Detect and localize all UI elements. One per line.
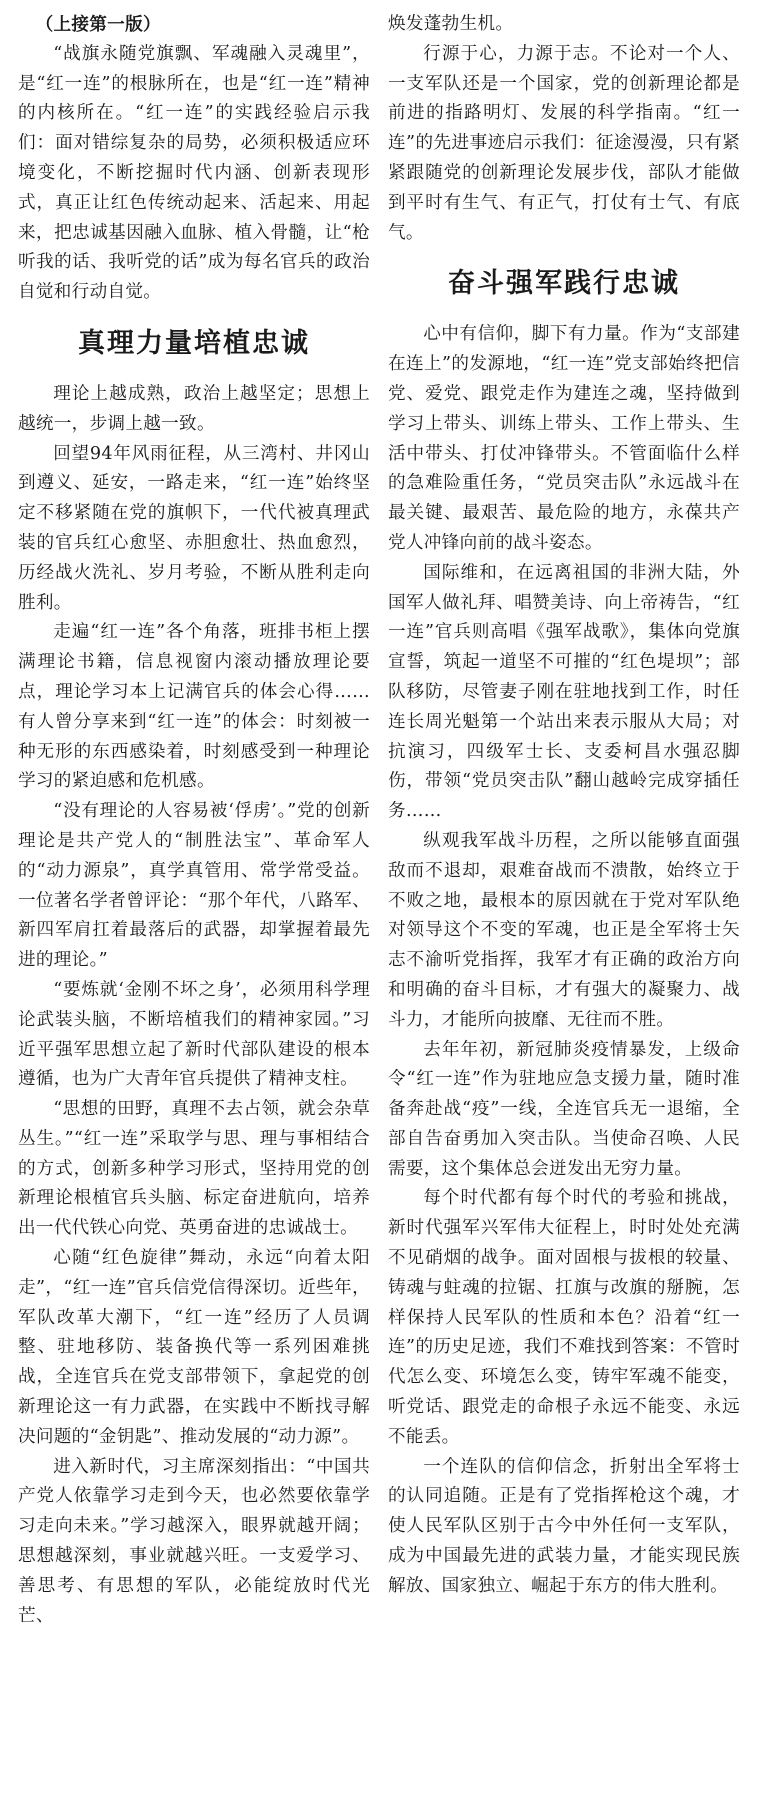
continued-note: （上接第一版） bbox=[35, 14, 161, 35]
carryover-text: 焕发蓬勃生机。 bbox=[388, 14, 514, 34]
body-paragraph: 心随“红色旋律”舞动，永远“向着太阳走”，“红一连”官兵信党信得深切。近些年，军队改革大潮下，“红一连”经历了人员调整、驻地移防、装备换代等一系列困难挑战，全连官兵在党支部带领下，拿起党的创新理论这一有力武器，在实践中不断找寻解决问题的“金钥匙”、推动发展的“动力源”。 bbox=[18, 1248, 370, 1447]
body-paragraph: “思想的田野，真理不去占领，就会杂草丛生。”“红一连”采取学与思、理与事相结合的方式，创新多种学习形式，坚持用党的创新理论根植官兵头脑、标定奋进航向，培养出一代代铁心向党、英勇奋进的忠诚战士。 bbox=[18, 1099, 370, 1239]
body-paragraph: 行源于心，力源于志。不论对一个人、一支军队还是一个国家，党的创新理论都是前进的指路明灯、发展的科学指南。“红一连”的先进事迹启示我们：征途漫漫，只有紧紧跟随党的创新理论发展步伐，部队才能做到平时有生气、有正气，打仗有士气、有底气。 bbox=[388, 43, 740, 243]
body-paragraph: 每个时代都有每个时代的考验和挑战，新时代强军兴军伟大征程上，时时处处充满不见硝烟的战争。面对固根与拔根的较量、铸魂与蛀魂的拉锯、扛旗与改旗的掰腕，怎样保持人民军队的性质和本色？沿着“红一连”的历史足迹，我们不难找到答案：不管时代怎么变、环境怎么变，铸牢军魂不能变，听党话、跟党走的命根子永远不能变、永远不能丢。 bbox=[388, 1188, 740, 1447]
body-paragraph: 走遍“红一连”各个角落，班排书柜上摆满理论书籍，信息视窗内滚动播放理论要点，理论学习本上记满官兵的体会心得……有人曾分享来到“红一连”的体会：时刻被一种无形的东西感染着，时刻感受到一种理论学习的紧迫感和危机感。 bbox=[18, 622, 370, 792]
body-paragraph: 国际维和，在远离祖国的非洲大陆，外国军人做礼拜、唱赞美诗、向上帝祷告，“红一连”官兵则高唱《强军战歌》，集体向党旗宣誓，筑起一道坚不可摧的“红色堤坝”；部队移防，尽管妻子刚在驻地找到工作，时任连长周光魁第一个站出来表示服从大局；对抗演习，四级军士长、支委柯昌水强忍脚伤，带领“党员突击队”翻山越岭完成穿插任务…… bbox=[388, 562, 740, 822]
section-heading-struggle: 奋斗强军践行忠诚 bbox=[448, 268, 680, 300]
body-paragraph: 纵观我军战斗历程，之所以能够直面强敌而不退却，艰难奋战而不溃散，始终立于不败之地，最根本的原因就在于党对军队绝对领导这个不变的军魂，也正是全军将士矢志不渝听党指挥，我军才有正确的政治方向和明确的奋斗目标，才有强大的凝聚力、战斗力，才能所向披靡、无往而不胜。 bbox=[388, 830, 740, 1030]
body-paragraph: 去年年初，新冠肺炎疫情暴发，上级命令“红一连”作为驻地应急支援力量，随时准备奔赴战“疫”一线，全连官兵无一退缩，全部自告奋勇加入突击队。当使命召唤、人民需要，这个集体总会迸发出无穷力量。 bbox=[388, 1039, 740, 1179]
right-column bbox=[388, 10, 740, 1796]
body-paragraph: “没有理论的人容易被‘俘虏’。”党的创新理论是共产党人的“制胜法宝”、革命军人的“动力源泉”，真学真管用、常学常受益。一位著名学者曾评论：“那个年代，八路军、新四军肩扛着最落后的武器，却掌握着最先进的理论。” bbox=[18, 801, 370, 971]
body-paragraph: 回望94年风雨征程，从三湾村、井冈山到遵义、延安，一路走来，“红一连”始终坚定不移紧随在党的旗帜下，一代代被真理武装的官兵红心愈坚、赤胆愈壮、热血愈烈，历经战火洗礼、岁月考验，不断从胜利走向胜利。 bbox=[18, 443, 370, 613]
body-paragraph: 理论上越成熟，政治上越坚定；思想上越统一，步调上越一致。 bbox=[18, 383, 370, 434]
body-paragraph: “要炼就‘金刚不坏之身’，必须用科学理论武装头脑，不断培植我们的精神家园。”习近平强军思想立起了新时代部队建设的根本遵循，也为广大青年官兵提供了精神支柱。 bbox=[18, 979, 370, 1090]
body-paragraph: 进入新时代，习主席深刻指出：“中国共产党人依靠学习走到今天，也必然要依靠学习走向未来。”学习越深入，眼界就越开阔；思想越深刻，事业就越兴旺。一支爱学习、善思考、有思想的军队，必能绽放时代光芒、 bbox=[18, 1456, 370, 1626]
intro-paragraph: “战旗永随党旗飘、军魂融入灵魂里”，是“红一连”的根脉所在，也是“红一连”精神的内核所在。“红一连”的实践经验启示我们：面对错综复杂的局势，必须积极适应环境变化，不断挖掘时代内涵、创新表现形式，真正让红色传统动起来、活起来、用起来，把忠诚基因融入血脉、植入骨髓，让“枪听我的话、我听党的话”成为每名官兵的政治自觉和行动自觉。 bbox=[18, 43, 370, 303]
body-paragraph: 一个连队的信仰信念，折射出全军将士的认同追随。正是有了党指挥枪这个魂，才使人民军队区别于古今中外任何一支军队，成为中国最先进的武装力量，才能实现民族解放、国家独立、崛起于东方的伟大胜利。 bbox=[388, 1456, 740, 1596]
left-column bbox=[18, 10, 370, 1796]
body-paragraph: 心中有信仰，脚下有力量。作为“支部建在连上”的发源地，“红一连”党支部始终把信党、爱党、跟党走作为建连之魂，坚持做到学习上带头、训练上带头、工作上带头、生活中带头、打仗冲锋带头。不管面临什么样的急难险重任务，“党员突击队”永远战斗在最关键、最艰苦、最危险的地方，永葆共产党人冲锋向前的战斗姿态。 bbox=[388, 324, 740, 553]
section-heading-truth: 真理力量培植忠诚 bbox=[78, 327, 310, 359]
